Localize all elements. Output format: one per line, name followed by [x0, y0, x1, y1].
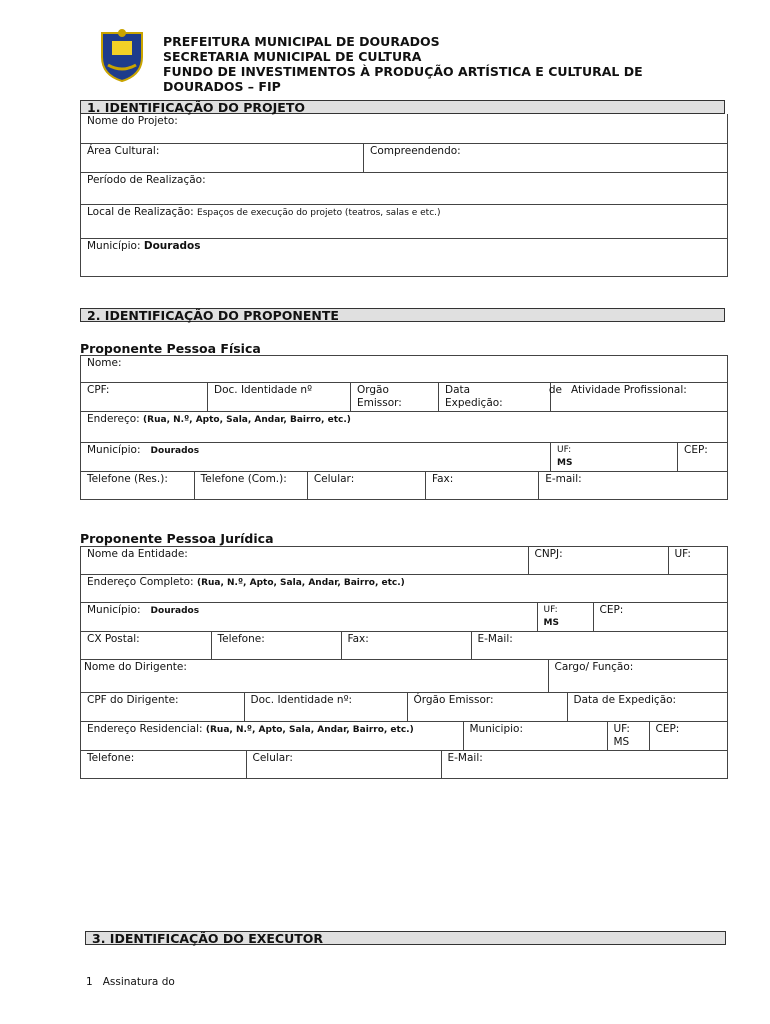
- pf-email-field[interactable]: E-mail:: [545, 473, 582, 485]
- pf-orgao-field[interactable]: [351, 383, 439, 412]
- pf-tel-res-field[interactable]: Telefone (Res.):: [81, 472, 194, 499]
- pj-email-field[interactable]: E-Mail:: [477, 633, 513, 645]
- pf-data-field[interactable]: [439, 383, 562, 412]
- pj-row-5: [81, 660, 728, 693]
- periodo-field[interactable]: Período de Realização:: [81, 172, 728, 204]
- pj-cnpj-field[interactable]: CNPJ:: [528, 547, 668, 574]
- pj-cx-postal-field[interactable]: CX Postal:: [81, 632, 211, 659]
- pf-celular-field[interactable]: Celular:: [307, 472, 425, 499]
- pf-nome-field[interactable]: Nome:: [81, 356, 728, 383]
- page-header: [163, 34, 643, 94]
- pf-cpf-field[interactable]: CPF:: [81, 383, 208, 412]
- pj-telefone-field[interactable]: Telefone:: [211, 632, 341, 659]
- pf-cep-field[interactable]: CEP:: [678, 443, 728, 472]
- pj-table: [80, 546, 728, 779]
- pf-contact-row: [81, 472, 728, 500]
- pf-data-l1: Data: [445, 384, 471, 396]
- nome-projeto-field[interactable]: Nome do Projeto:: [81, 114, 728, 143]
- pj-row-1: [81, 547, 728, 575]
- pj-uf-label: UF:: [543, 605, 558, 615]
- pj-entidade-field[interactable]: Nome da Entidade:: [81, 547, 528, 574]
- pf-contact-table: [81, 472, 727, 499]
- pj-cpf-dirigente-field[interactable]: CPF do Dirigente:: [81, 693, 244, 721]
- pj-orgao-field[interactable]: Órgão Emissor:: [407, 693, 567, 721]
- pf-doc-field[interactable]: Doc. Identidade nº: [208, 383, 351, 412]
- pf-atividade-field[interactable]: Atividade Profissional:: [551, 383, 728, 412]
- pj-data-exp-field[interactable]: Data de Expedição:: [573, 694, 677, 706]
- pj-endereco-field[interactable]: [81, 575, 728, 603]
- pf-uf-field[interactable]: [551, 443, 678, 472]
- municipio-value: Dourados: [143, 239, 201, 252]
- header-line-1: PREFEITURA MUNICIPAL DE DOURADOS: [163, 34, 440, 49]
- header-line-4: DOURADOS – FIP: [163, 79, 281, 94]
- pj-cep-field[interactable]: CEP:: [599, 604, 624, 616]
- section-3-title: 3. IDENTIFICAÇÃO DO EXECUTOR: [85, 931, 726, 945]
- pj-uf3-label: UF:: [613, 723, 630, 735]
- pj-uf3-value: MS: [613, 736, 630, 748]
- pf-endereco-label: Endereço:: [87, 413, 140, 425]
- pj-uf-value: MS: [543, 618, 559, 628]
- pj-row-7: [81, 722, 728, 751]
- pf-endereco-hint: (Rua, N.º, Apto, Sala, Andar, Bairro, etc.): [143, 415, 351, 425]
- pj-end-res-field[interactable]: [81, 722, 463, 750]
- pf-table: [80, 355, 728, 500]
- pf-tel-com-field[interactable]: Telefone (Com.):: [194, 472, 307, 499]
- local-label: Local de Realização:: [87, 205, 194, 218]
- pj-municipio-label: Município:: [87, 604, 141, 616]
- pj-uf-field[interactable]: UF:: [674, 548, 691, 560]
- pf-uf-label: UF:: [557, 445, 572, 455]
- pj-row-4: [81, 632, 728, 660]
- pj-uf2-field[interactable]: [537, 603, 593, 631]
- header-line-3: FUNDO DE INVESTIMENTOS À PRODUÇÃO ARTÍSTICA E CULTURAL DE: [163, 64, 643, 79]
- municipio-label: Município:: [87, 239, 141, 252]
- header-line-2: SECRETARIA MUNICIPAL DE CULTURA: [163, 49, 422, 64]
- municipio-field[interactable]: [81, 238, 728, 276]
- pf-data-de: de: [548, 384, 562, 396]
- local-hint: Espaços de execução do projeto (teatros, salas e etc.): [197, 207, 441, 218]
- area-cultural-field[interactable]: Área Cultural:: [81, 143, 364, 172]
- pf-municipio-label: Município:: [87, 444, 141, 456]
- pj-endereco-label: Endereço Completo:: [87, 576, 194, 588]
- coat-of-arms-logo: [98, 27, 146, 83]
- pj-telefone2-field[interactable]: Telefone:: [81, 751, 246, 778]
- pf-fax-field[interactable]: Fax:: [426, 472, 539, 499]
- footnote-number: 1: [86, 976, 93, 988]
- pj-fax-field[interactable]: Fax:: [341, 632, 471, 659]
- pj-municipio2-field[interactable]: Municipio:: [463, 722, 607, 750]
- pj-celular2-field[interactable]: Celular:: [246, 751, 441, 778]
- section-1-title: 1. IDENTIFICAÇÃO DO PROJETO: [80, 100, 725, 114]
- section-2-title: 2. IDENTIFICAÇÃO DO PROPONENTE: [80, 308, 725, 322]
- pf-uf-value: MS: [557, 458, 573, 468]
- pf-orgao-l1: Orgão: [357, 384, 389, 396]
- pj-row-8: [81, 751, 728, 779]
- pf-municipio-field[interactable]: [81, 443, 551, 472]
- pf-municipio-value: Dourados: [150, 446, 200, 456]
- pj-row-3: [81, 603, 728, 632]
- pj-cargo-field[interactable]: Cargo/ Função:: [554, 661, 634, 673]
- pj-title: Proponente Pessoa Jurídica: [80, 531, 274, 546]
- pj-row-6: [81, 693, 728, 722]
- pj-uf3-field[interactable]: [607, 722, 649, 750]
- pf-title: Proponente Pessoa Física: [80, 341, 261, 356]
- pj-end-res-label: Endereço Residencial:: [87, 723, 203, 735]
- pj-dirigente-field[interactable]: Nome do Dirigente:: [81, 660, 548, 692]
- pj-end-res-hint: (Rua, N.º, Apto, Sala, Andar, Bairro, etc.): [205, 725, 414, 735]
- footnote-text: Assinatura do: [102, 976, 175, 988]
- compreendendo-field[interactable]: Compreendendo:: [364, 143, 728, 172]
- pj-doc-field[interactable]: Doc. Identidade nº:: [244, 693, 407, 721]
- project-table: [80, 114, 728, 277]
- pj-municipio-value: Dourados: [150, 606, 200, 616]
- footnote: [86, 976, 175, 988]
- pf-data-l2: Expedição:: [445, 397, 503, 409]
- pf-orgao-l2: Emissor:: [357, 397, 402, 409]
- local-field[interactable]: [81, 204, 728, 238]
- pf-endereco-field[interactable]: [81, 412, 728, 443]
- pj-municipio-field[interactable]: [81, 603, 537, 631]
- pj-endereco-hint: (Rua, N.º, Apto, Sala, Andar, Bairro, etc.): [196, 578, 405, 588]
- pj-email2-field[interactable]: E-Mail:: [447, 752, 483, 764]
- pj-cep2-field[interactable]: CEP:: [655, 723, 680, 735]
